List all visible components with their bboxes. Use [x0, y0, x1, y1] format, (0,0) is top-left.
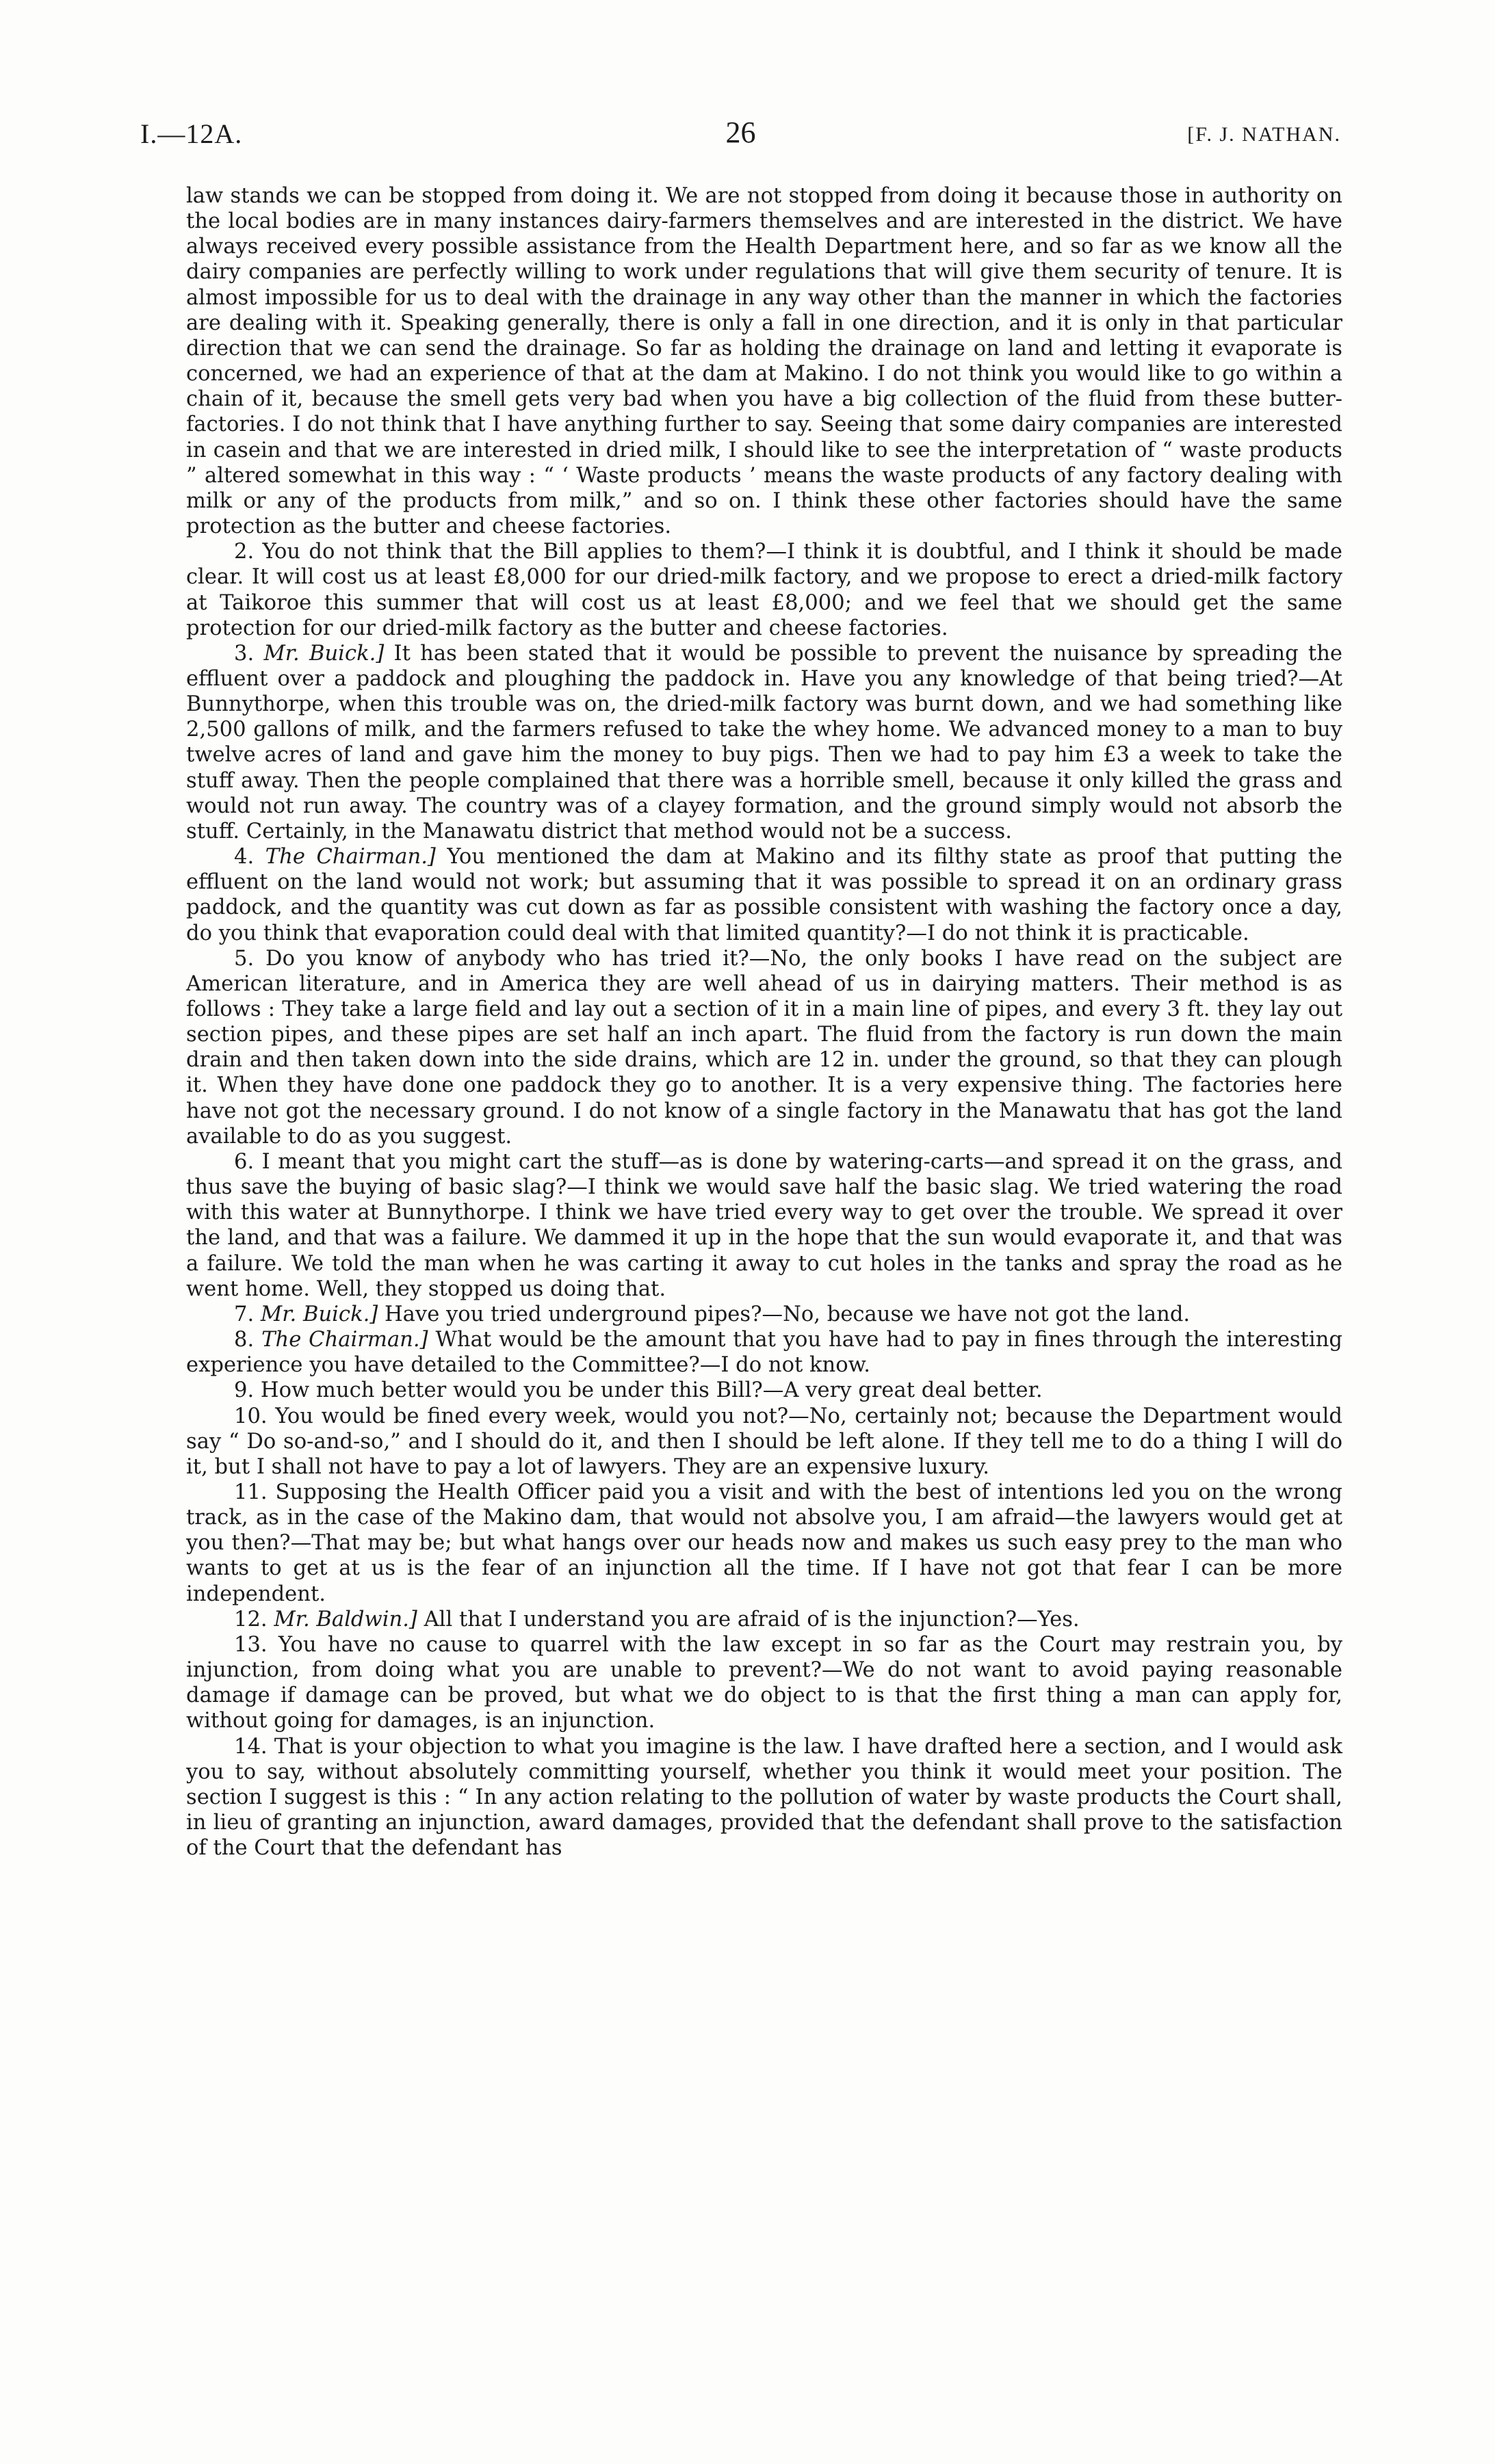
- question-3: 3. Mr. Buick.] It has been stated that it would be possible to prevent the nuisance by spreading the effluent over a paddock and ploughing the paddock in. Have you any knowledge of that being tried?—At Bunnythorpe, when this trouble was on, the dried-milk factory was burnt down, and we had something like 2,500 gallons of milk, and the farmers refused to take the whey home. We advanced money to a man to buy twelve acres of land and gave him the money to buy pigs. Then we had to pay him £3 a week to take the stuff away. Then the people complained that there was a horrible smell, because it only killed the grass and would not run away. The country was of a clayey formation, and the ground simply would not absorb the stuff. Certainly, in the Manawatu district that method would not be a success.: [186, 641, 1342, 843]
- page-header: [140, 118, 1341, 152]
- question-5: 5. Do you know of anybody who has tried it?—No, the only books I have read on the subject are American literature, and in America they are well ahead of us in dairying matters. Their method is as follows : They take a large field and lay out a section of it in a main line of pipes, and every 3 ft. they lay out section pipes, and these pipes are set half an inch apart. The fluid from the factory is run down the main drain and then taken down into the side drains, which are 12 in. under the ground, so that they can plough it. When they have done one paddock they go to another. It is a very expensive thing. The factories here have not got the necessary ground. I do not know of a single factory in the Manawatu that has got the land available to do as you suggest.: [186, 946, 1342, 1149]
- speaker-label: Mr. Buick.]: [260, 1302, 378, 1326]
- question-8: 8. The Chairman.] What would be the amount that you have had to pay in fines through the interesting experience you have detailed to the Committee?—I do not know.: [186, 1328, 1343, 1378]
- question-2: 2. You do not think that the Bill applies to them?—I think it is doubtful, and I think it should be made clear. It will cost us at least £8,000 for our dried-milk factory, and we propose to erect a dried-milk factory at Taikoroe this summer that will cost us at least £8,000; and we feel that we should get the same protection for our dried-milk factory as the butter and cheese factories.: [186, 540, 1343, 640]
- question-11: 11. Supposing the Health Officer paid you a visit and with the best of intentions led you on the wrong track, as in the case of the Makino dam, that would not absolve you, I am afraid—the lawyers would get at you then?—That may be; but what hangs over our heads now and makes us such easy prey to the man who wants to get at us is the fear of an injunction all the time. If I have not got that fear I can be more independent.: [186, 1480, 1342, 1606]
- witness-name: [F. J. NATHAN.: [1187, 123, 1341, 146]
- speaker-label: Mr. Buick.]: [263, 641, 385, 666]
- question-9: 9. How much better would you be under this Bill?—A very great deal better.: [234, 1378, 1043, 1403]
- question-12: 12. Mr. Baldwin.] All that I understand you are afraid of is the injunction?—Yes.: [234, 1607, 1080, 1631]
- question-10: 10. You would be fined every week, would you not?—No, certainly not; because the Department would say “ Do so-and-so,” and I should do it, and then I should be left alone. If they tell me to do a thing I will do it, but I shall not have to pay a lot of lawyers. They are an expensive luxury.: [186, 1404, 1342, 1479]
- question-6: 6. I meant that you might cart the stuff—as is done by watering-carts—and spread it on the grass, and thus save the buying of basic slag?—I think we would save half the basic slag. We tried watering the road with this water at Bunnythorpe. I think we have tried every way to get over the trouble. We spread it over the land, and that was a failure. We dammed it up in the hope that the sun would evaporate it, and that was a failure. We told the man when he was carting it away to cut holes in the tanks and spray the road as he went home. Well, they stopped us doing that.: [186, 1149, 1342, 1301]
- question-14: 14. That is your objection to what you imagine is the law. I have drafted here a section, and I would ask you to say, without absolutely committing yourself, whether you think it would meet your position. The section I suggest is this : “ In any action relating to the pollution of water by waste products the Court shall, in lieu of granting an injunction, award damages, provided that the defendant shall prove to the satisfaction of the Court that the defendant has: [186, 1734, 1342, 1861]
- speaker-label: Mr. Baldwin.]: [274, 1607, 417, 1631]
- speaker-label: The Chairman.]: [261, 1328, 428, 1352]
- paragraph: law stands we can be stopped from doing it. We are not stopped from doing it because those in authority on the local bodies are in many instances dairy-farmers themselves and are interested in the district. We have always received every possible assistance from the Health Department here, and so far as we know all the dairy companies are perfectly willing to work under regulations that will give them security of tenure. It is almost impossible for us to deal with the drainage in any way other than the manner in which the factories are dealing with it. Speaking generally, there is only a fall in one direction, and it is only in that particular direction that we can send the drainage. So far as holding the drainage on land and letting it evaporate is concerned, we had an experience of that at the dam at Makino. I do not think you would like to go within a chain of it, because the smell gets very bad when you have a big collection of the fluid from these butter-factories. I do not think that I have anything further to say. Seeing that some dairy companies are interested in casein and that we are interested in dried milk, I should like to see the interpretation of “ waste products ” altered somewhat in this way : “ ‘ Waste products ’ means the waste products of any factory dealing with milk or any of the products from milk,” and so on. I think these other factories should have the same protection as the butter and cheese factories.: [186, 184, 1342, 539]
- speaker-label: The Chairman.]: [265, 845, 436, 869]
- document-body: [186, 183, 1342, 1861]
- page-number: 26: [725, 116, 756, 149]
- paper-reference: I.—12A.: [140, 118, 243, 149]
- question-7: 7. Mr. Buick.] Have you tried underground pipes?—No, because we have not got the land.: [234, 1302, 1191, 1326]
- question-4: 4. The Chairman.] You mentioned the dam at Makino and its filthy state as proof that putting the effluent on the land would not work; but assuming that it was possible to spread it on an ordinary grass paddock, and the quantity was cut down as far as possible consistent with washing the factory once a day, do you think that evaporation could deal with that limited quantity?—I do not think it is practicable.: [186, 845, 1342, 945]
- question-13: 13. You have no cause to quarrel with the law except in so far as the Court may restrain you, by injunction, from doing what you are unable to prevent?—We do not want to avoid paying reasonable damage if damage can be proved, but what we do object to is that the first thing a man can apply for, without going for damages, is an injunction.: [186, 1632, 1342, 1733]
